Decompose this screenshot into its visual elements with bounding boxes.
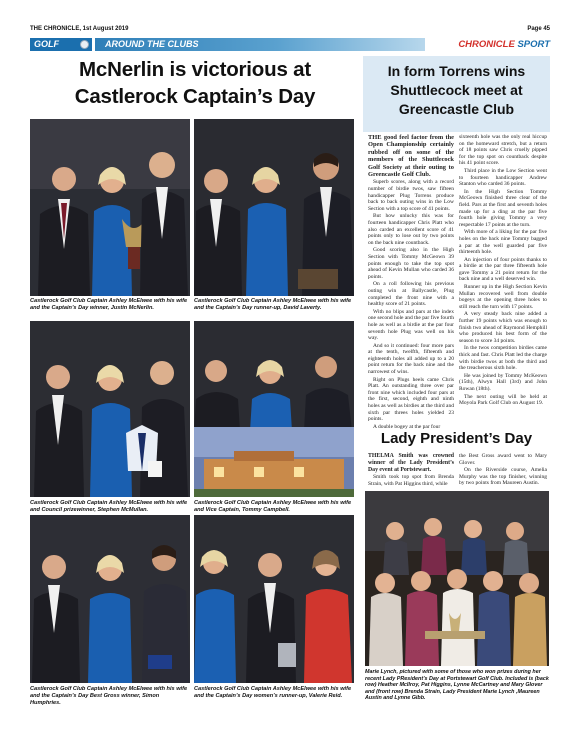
torrens-paragraph: Superb scores, along with a record number of birdie twos, saw fifteen handicapper Plug Torrens produce back to back outing wins in the Low Section with a top score of 41 points. [368, 179, 454, 212]
golf-label: GOLF [34, 39, 59, 49]
torrens-paragraph: sixteenth hole was the only real hiccup on the homeward stretch, but a return of 18 points saw Chris cruelly pipped for the top spot on countback despite his 41 point score. [459, 134, 547, 167]
torrens-paragraph: The next outing will be held at Moyola Park Golf Club on August 19. [459, 393, 547, 407]
lady-paragraph: the Best Gross award went to Mary Glover. [459, 453, 547, 466]
torrens-paragraph: Right on Plugs heels came Chris Platt. An outstanding three over par front nine which included four pars at the first, second, eighth and ninth holes as well as birdies at the third and sixth par threes holes yielded 23 points. [368, 376, 454, 423]
photo-lady-presidents-group [365, 491, 549, 666]
torrens-paragraph: A double bogey at the par four [373, 423, 441, 430]
caption-lady-presidents-group: Marie Lynch, pictured with some of those who won prizes during her recent Lady PResident’s Day at Portstewart Golf Club. Included is (back row) Heather McIlroy, Pat Higgins, Lynne McCartney and Mary Glover and (front row) Brenda Strain, Lady President Marie Lynch ,Maureen Austin and Lynne Gibb. [365, 669, 549, 702]
torrens-paragraph: THE good feel factor from the Open Championship certainly rubbed off on some of the members of the Shuttlecock Golf Society at their outing to Greencastle Golf Club. [368, 134, 454, 179]
torrens-paragraph: But how unlucky this was for fourteen handicapper Chris Platt who also carded an excellent score of 41 points only to lose out by two points on the back nine countback. [368, 213, 454, 246]
torrens-paragraph: Third place in the Low Section went to fourteen handicapper Andrew Stanton who carded 36 points. [459, 167, 547, 188]
chronicle-sport-logo [458, 38, 550, 51]
lady-presidents-day-headline: Lady President’s Day [380, 430, 533, 447]
lady-column-1 [368, 453, 454, 489]
torrens-paragraph: A very steady back nine added a further 19 points which was enough to finish two ahead of Raymond Hemphill who produced his best form of the season to score 34 points. [459, 311, 547, 344]
section-banner [30, 38, 550, 51]
caption-best-gross: Castlerock Golf Club Captain Ashley McElwee with his wife and the Captain’s Day Best Gross winner, Simon Humphries. [30, 686, 188, 706]
lady-paragraph: On the Riverside course, Amelia Murphy was the top finisher, winning by two points from Maureen Austin. [459, 467, 547, 487]
torrens-paragraph: And so it continued: four more pars at the tenth, twelfth, fifteenth and eighteenth holes all added up to a 20 point return for the back nine and the narrowest of wins. [368, 342, 454, 376]
issue-date: THE CHRONICLE, 1st August 2019 [30, 26, 129, 32]
torrens-paragraph: Good scoring also in the High Section with Tommy McGeown 39 points enough to take the top spot ahead of Kevin Mullan who carded 36 points. [368, 247, 454, 280]
torrens-headline: In form Torrens wins Shuttlecock meet at Greencastle Club [387, 63, 526, 117]
around-the-clubs-bar: AROUND THE CLUBS [95, 38, 425, 51]
torrens-paragraph: Runner up in the High Section Kevin Mullan recovered well from double bogeys at the opening three holes to still reach the turn with 17 points. [459, 284, 547, 310]
brand-sport: SPORT [517, 39, 550, 50]
page-header [30, 26, 550, 36]
photo-best-gross [30, 515, 190, 683]
brand-chronicle: CHRONICLE [458, 39, 515, 50]
torrens-paragraph: With more of a liking for the par five holes on the back nine Tommy bagged a par at the well guarded par five thirteenth hole. [459, 229, 547, 256]
photo-runner-up [194, 119, 354, 296]
caption-council: Castlerock Golf Club Captain Ashley McElwee with his wife and Council prizewinner, Stephen McMullan. [30, 500, 188, 513]
torrens-paragraph: In the twos competition birdies came thick and fast. Chris Platt led the charge with birdie twos at both the third and the treacherous sixth hole. [459, 345, 547, 372]
photo-council [30, 321, 190, 497]
main-headline: McNerlin is victorious at Castlerock Captain’s Day [74, 58, 316, 108]
lady-paragraph: Smith took top spot from Brenda Strain, with Pat Higgins third, while [368, 474, 454, 487]
torrens-paragraph: He was joined by Tommy McKeown (15th), Alwyn Hall (3rd) and John Rowan (18th). [459, 372, 547, 392]
photo-vice-captain [194, 321, 354, 497]
caption-vice-captain: Castlerock Golf Club Captain Ashley McElwee with his wife and Vice Captain, Tommy Campbell. [194, 500, 352, 513]
caption-runner-up: Castlerock Golf Club Captain Ashley McElwee with his wife and the Captain’s Day runner-up, David Laverty. [194, 298, 352, 311]
torrens-column-2 [459, 134, 547, 408]
torrens-paragraph: An injection of four points thanks to a birdie at the par three fifteenth hole gave Tommy a 21 point return for the back nine and a well deserved win. [459, 256, 547, 283]
caption-womens-runner-up: Castlerock Golf Club Captain Ashley McElwee with his wife and the Captain’s Day women’s runner-up, Valerie Reid. [194, 686, 352, 699]
golf-ball-icon [80, 40, 89, 49]
golf-tag [30, 38, 92, 51]
lady-paragraph: THELMA Smith was crowned winner of the Lady President’s Day event at Portstewart. [368, 453, 454, 473]
torrens-column-1 [368, 134, 454, 431]
page-number: Page 45 [527, 26, 550, 32]
lady-column-2 [459, 453, 547, 488]
photo-winner [30, 119, 190, 296]
torrens-paragraph: In the High Section Tommy McGeown finished three clear of the field. Pars at the first and seventh holes made up for a ding at the par five fourth hole giving Tommy a very respectable 17 points at the turn. [459, 188, 547, 228]
caption-winner: Castlerock Golf Club Captain Ashley McElwee with his wife and the Captain’s Day winner, Justin McNerlin. [30, 298, 188, 311]
torrens-paragraph: On a roll following his previous outing win at Ballycastle, Plug completed the front nine with a healthy score of 21 points. [368, 281, 454, 308]
torrens-paragraph: With no blips and pars at the index one second hole and the par five fourth hole as well as a birdie at the par four seventh hole Plug was well on his way. [368, 308, 454, 342]
photo-womens-runner-up [194, 515, 354, 683]
